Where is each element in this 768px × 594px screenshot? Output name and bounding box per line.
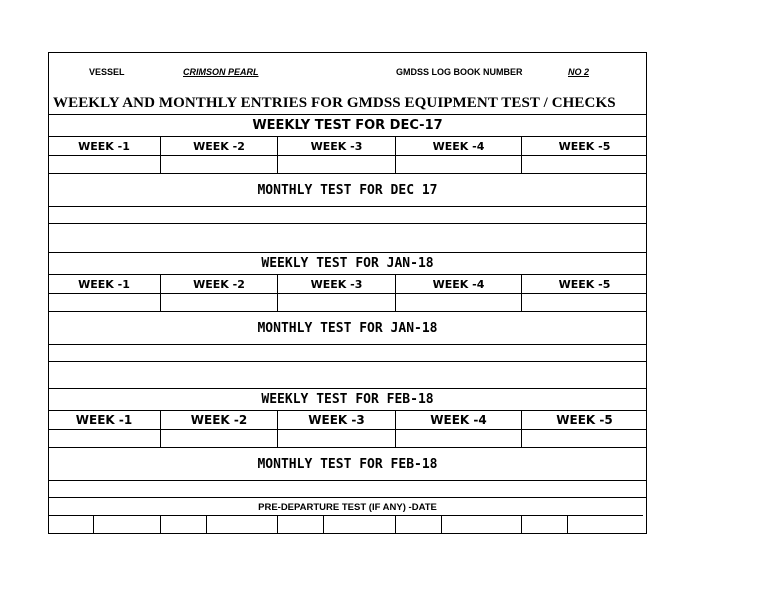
week-3-entry[interactable]: [278, 293, 396, 311]
logbook-label: GMDSS LOG BOOK NUMBER: [396, 67, 523, 77]
monthly-entry-feb[interactable]: [48, 480, 647, 497]
monthly-caption-dec: MONTHLY TEST FOR DEC 17: [48, 173, 647, 206]
monthly-caption-feb: MONTHLY TEST FOR FEB-18: [48, 447, 647, 480]
week-header-row-jan: [48, 274, 647, 293]
week-3-header: WEEK -3: [278, 410, 396, 429]
week-entry-row-jan: [48, 293, 647, 311]
pre-departure-row: [48, 515, 647, 534]
pre-departure-cell[interactable]: [568, 515, 643, 534]
week-1-header: WEEK -1: [48, 136, 161, 155]
divider: [48, 361, 647, 362]
week-1-entry[interactable]: [48, 429, 161, 447]
pre-departure-cell[interactable]: [396, 515, 442, 534]
week-3-entry[interactable]: [278, 429, 396, 447]
weekly-caption-dec: WEEKLY TEST FOR DEC-17: [48, 114, 647, 136]
vessel-name: CRIMSON PEARL: [183, 67, 259, 77]
weekly-caption-feb: WEEKLY TEST FOR FEB-18: [48, 388, 647, 410]
week-4-entry[interactable]: [396, 293, 522, 311]
week-4-header: WEEK -4: [396, 274, 522, 293]
week-5-header: WEEK -5: [522, 274, 647, 293]
week-3-header: WEEK -3: [278, 136, 396, 155]
week-5-header: WEEK -5: [522, 136, 647, 155]
week-2-entry[interactable]: [161, 293, 278, 311]
logbook-number: NO 2: [568, 67, 590, 77]
week-2-header: WEEK -2: [161, 274, 278, 293]
weekly-caption-jan: WEEKLY TEST FOR JAN-18: [48, 252, 647, 274]
pre-departure-cell[interactable]: [161, 515, 207, 534]
monthly-entry-dec[interactable]: [48, 206, 647, 223]
pre-departure-cell[interactable]: [207, 515, 278, 534]
week-entry-row-dec: [48, 155, 647, 173]
week-4-header: WEEK -4: [396, 136, 522, 155]
week-3-header: WEEK -3: [278, 274, 396, 293]
week-1-entry[interactable]: [48, 293, 161, 311]
week-4-header: WEEK -4: [396, 410, 522, 429]
week-4-entry[interactable]: [396, 155, 522, 173]
pre-departure-cell[interactable]: [48, 515, 94, 534]
week-3-entry[interactable]: [278, 155, 396, 173]
week-2-entry[interactable]: [161, 155, 278, 173]
week-1-header: WEEK -1: [48, 274, 161, 293]
pre-departure-cell[interactable]: [522, 515, 568, 534]
pre-departure-cell[interactable]: [94, 515, 161, 534]
week-5-header: WEEK -5: [522, 410, 647, 429]
week-5-entry[interactable]: [522, 293, 647, 311]
pre-departure-caption: PRE-DEPARTURE TEST (IF ANY) -DATE: [258, 502, 437, 513]
week-header-row-feb: [48, 410, 647, 429]
week-5-entry[interactable]: [522, 429, 647, 447]
week-1-entry[interactable]: [48, 155, 161, 173]
pre-departure-cell[interactable]: [278, 515, 324, 534]
week-5-entry[interactable]: [522, 155, 647, 173]
pre-departure-cell[interactable]: [442, 515, 522, 534]
week-2-entry[interactable]: [161, 429, 278, 447]
vessel-label: VESSEL: [89, 67, 125, 77]
divider: [48, 223, 647, 224]
pre-departure-cell[interactable]: [324, 515, 396, 534]
monthly-caption-jan: MONTHLY TEST FOR JAN-18: [48, 311, 647, 344]
week-2-header: WEEK -2: [161, 136, 278, 155]
divider: [48, 497, 647, 498]
week-entry-row-feb: [48, 429, 647, 447]
week-1-header: WEEK -1: [48, 410, 161, 429]
week-2-header: WEEK -2: [161, 410, 278, 429]
page-title: WEEKLY AND MONTHLY ENTRIES FOR GMDSS EQUIPMENT TEST / CHECKS: [53, 95, 616, 111]
week-header-row-dec: [48, 136, 647, 155]
monthly-entry-jan[interactable]: [48, 344, 647, 361]
week-4-entry[interactable]: [396, 429, 522, 447]
